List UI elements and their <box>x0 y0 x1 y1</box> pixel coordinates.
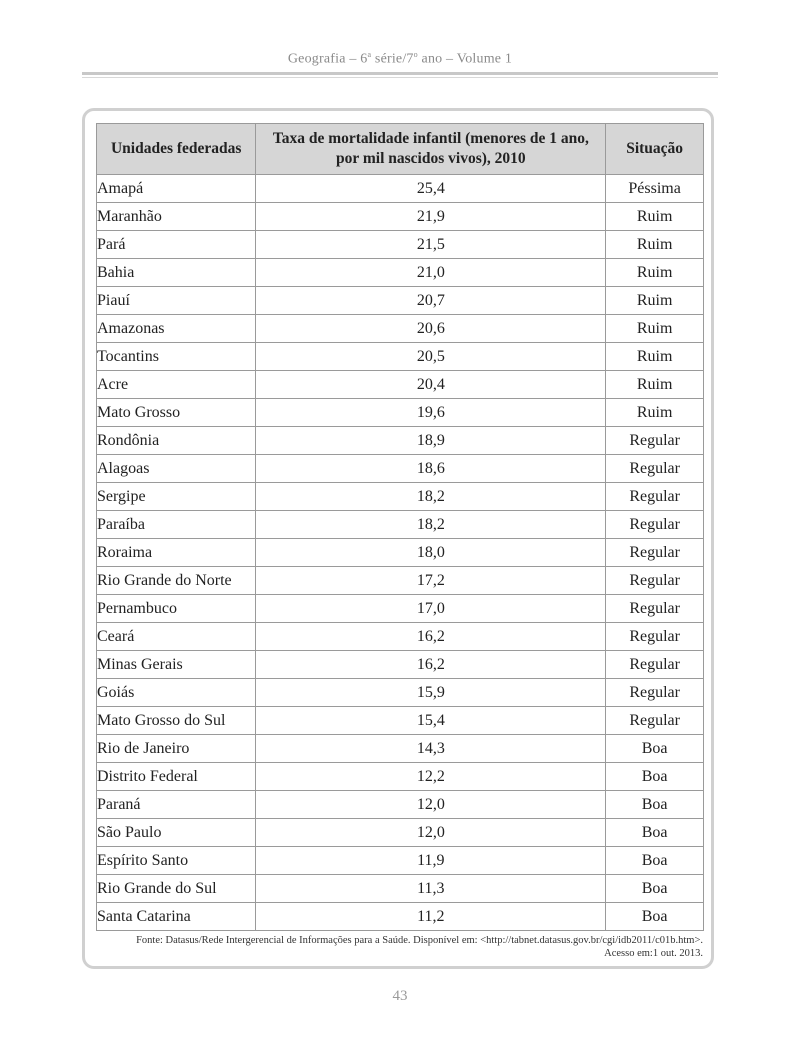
cell-situacao: Regular <box>606 455 704 483</box>
running-header-ordinal: a <box>367 50 372 59</box>
cell-taxa: 21,9 <box>256 203 606 231</box>
running-header-text: série/7 <box>371 51 414 67</box>
cell-taxa: 11,9 <box>256 847 606 875</box>
running-header-text: Geografia – 6 <box>287 51 368 67</box>
cell-taxa: 21,5 <box>256 231 606 259</box>
cell-situacao: Regular <box>606 595 704 623</box>
cell-situacao: Boa <box>606 847 704 875</box>
column-header-taxa-text: Taxa de mortalidade infantil (menores de 1 ano, por mil nascidos vivos), 2010 <box>272 130 589 167</box>
cell-uf: Rio Grande do Norte <box>97 567 256 595</box>
cell-taxa: 20,5 <box>256 343 606 371</box>
cell-uf: Goiás <box>97 679 256 707</box>
cell-uf: Mato Grosso do Sul <box>97 707 256 735</box>
table-row <box>97 679 704 707</box>
running-header-text: ano – Volume 1 <box>417 51 513 67</box>
cell-taxa: 19,6 <box>256 399 606 427</box>
cell-uf: Rondônia <box>97 427 256 455</box>
cell-uf: Sergipe <box>97 483 256 511</box>
cell-uf: Espírito Santo <box>97 847 256 875</box>
cell-taxa: 18,2 <box>256 511 606 539</box>
cell-taxa: 12,2 <box>256 763 606 791</box>
table-row <box>97 763 704 791</box>
cell-uf: Tocantins <box>97 343 256 371</box>
cell-situacao: Boa <box>606 819 704 847</box>
cell-taxa: 11,2 <box>256 903 606 931</box>
table-row <box>97 623 704 651</box>
cell-situacao: Ruim <box>606 399 704 427</box>
running-header <box>0 50 800 68</box>
cell-situacao: Boa <box>606 903 704 931</box>
cell-taxa: 20,4 <box>256 371 606 399</box>
table-row <box>97 903 704 931</box>
table-row <box>97 427 704 455</box>
cell-taxa: 21,0 <box>256 259 606 287</box>
cell-situacao: Regular <box>606 539 704 567</box>
cell-uf: São Paulo <box>97 819 256 847</box>
cell-taxa: 20,7 <box>256 287 606 315</box>
cell-taxa: 16,2 <box>256 623 606 651</box>
cell-uf: Paraná <box>97 791 256 819</box>
cell-situacao: Regular <box>606 567 704 595</box>
cell-situacao: Boa <box>606 875 704 903</box>
cell-uf: Maranhão <box>97 203 256 231</box>
cell-situacao: Ruim <box>606 371 704 399</box>
table-row <box>97 539 704 567</box>
cell-uf: Amapá <box>97 175 256 203</box>
table-row <box>97 231 704 259</box>
cell-taxa: 18,6 <box>256 455 606 483</box>
cell-uf: Acre <box>97 371 256 399</box>
running-header-ordinal: o <box>413 50 418 59</box>
cell-uf: Alagoas <box>97 455 256 483</box>
cell-situacao: Ruim <box>606 343 704 371</box>
cell-situacao: Boa <box>606 763 704 791</box>
column-header-uf: Unidades federadas <box>97 124 256 175</box>
table-header-row <box>97 124 704 175</box>
cell-taxa: 15,9 <box>256 679 606 707</box>
cell-uf: Piauí <box>97 287 256 315</box>
table-row <box>97 735 704 763</box>
cell-taxa: 14,3 <box>256 735 606 763</box>
cell-uf: Mato Grosso <box>97 399 256 427</box>
cell-situacao: Ruim <box>606 315 704 343</box>
cell-situacao: Ruim <box>606 259 704 287</box>
cell-situacao: Regular <box>606 623 704 651</box>
cell-uf: Paraíba <box>97 511 256 539</box>
cell-situacao: Regular <box>606 651 704 679</box>
cell-situacao: Ruim <box>606 203 704 231</box>
table-row <box>97 791 704 819</box>
cell-uf: Roraima <box>97 539 256 567</box>
header-rule-thin <box>82 77 718 78</box>
cell-taxa: 12,0 <box>256 819 606 847</box>
table-row <box>97 371 704 399</box>
cell-situacao: Boa <box>606 735 704 763</box>
cell-situacao: Regular <box>606 427 704 455</box>
table-row <box>97 203 704 231</box>
cell-situacao: Regular <box>606 679 704 707</box>
cell-situacao: Ruim <box>606 231 704 259</box>
table-row <box>97 175 704 203</box>
cell-taxa: 12,0 <box>256 791 606 819</box>
table-row <box>97 287 704 315</box>
cell-taxa: 18,9 <box>256 427 606 455</box>
table-body <box>97 175 704 931</box>
cell-uf: Minas Gerais <box>97 651 256 679</box>
cell-situacao: Regular <box>606 483 704 511</box>
cell-situacao: Ruim <box>606 287 704 315</box>
cell-uf: Pará <box>97 231 256 259</box>
column-header-taxa <box>256 124 606 175</box>
table-row <box>97 343 704 371</box>
cell-taxa: 11,3 <box>256 875 606 903</box>
table-row <box>97 595 704 623</box>
table-row <box>97 707 704 735</box>
mortality-table <box>96 123 704 931</box>
source-line: Fonte: Datasus/Rede Intergerencial de Informações para a Saúde. Disponível em: <http://tabnet.datasus.gov.br/cgi/idb2011/c01b.htm>. <box>136 935 703 946</box>
cell-taxa: 17,0 <box>256 595 606 623</box>
cell-uf: Bahia <box>97 259 256 287</box>
table-row <box>97 259 704 287</box>
source-note <box>83 934 703 960</box>
cell-uf: Distrito Federal <box>97 763 256 791</box>
table-row <box>97 819 704 847</box>
cell-situacao: Regular <box>606 511 704 539</box>
cell-uf: Rio Grande do Sul <box>97 875 256 903</box>
table-row <box>97 651 704 679</box>
cell-taxa: 16,2 <box>256 651 606 679</box>
table-row <box>97 399 704 427</box>
source-access-date: Acesso em:1 out. 2013. <box>604 948 703 959</box>
table-row <box>97 455 704 483</box>
page-number: 43 <box>392 988 408 1004</box>
cell-taxa: 15,4 <box>256 707 606 735</box>
cell-uf: Santa Catarina <box>97 903 256 931</box>
table-row <box>97 847 704 875</box>
cell-situacao: Regular <box>606 707 704 735</box>
table-row <box>97 875 704 903</box>
header-rule-thick <box>82 72 718 75</box>
table-row <box>97 567 704 595</box>
cell-taxa: 25,4 <box>256 175 606 203</box>
cell-uf: Pernambuco <box>97 595 256 623</box>
cell-uf: Rio de Janeiro <box>97 735 256 763</box>
cell-taxa: 18,2 <box>256 483 606 511</box>
cell-taxa: 17,2 <box>256 567 606 595</box>
table-row <box>97 315 704 343</box>
cell-uf: Ceará <box>97 623 256 651</box>
table-row <box>97 483 704 511</box>
cell-taxa: 20,6 <box>256 315 606 343</box>
column-header-situacao: Situação <box>606 124 704 175</box>
cell-taxa: 18,0 <box>256 539 606 567</box>
table-row <box>97 511 704 539</box>
cell-situacao: Boa <box>606 791 704 819</box>
cell-uf: Amazonas <box>97 315 256 343</box>
cell-situacao: Péssima <box>606 175 704 203</box>
